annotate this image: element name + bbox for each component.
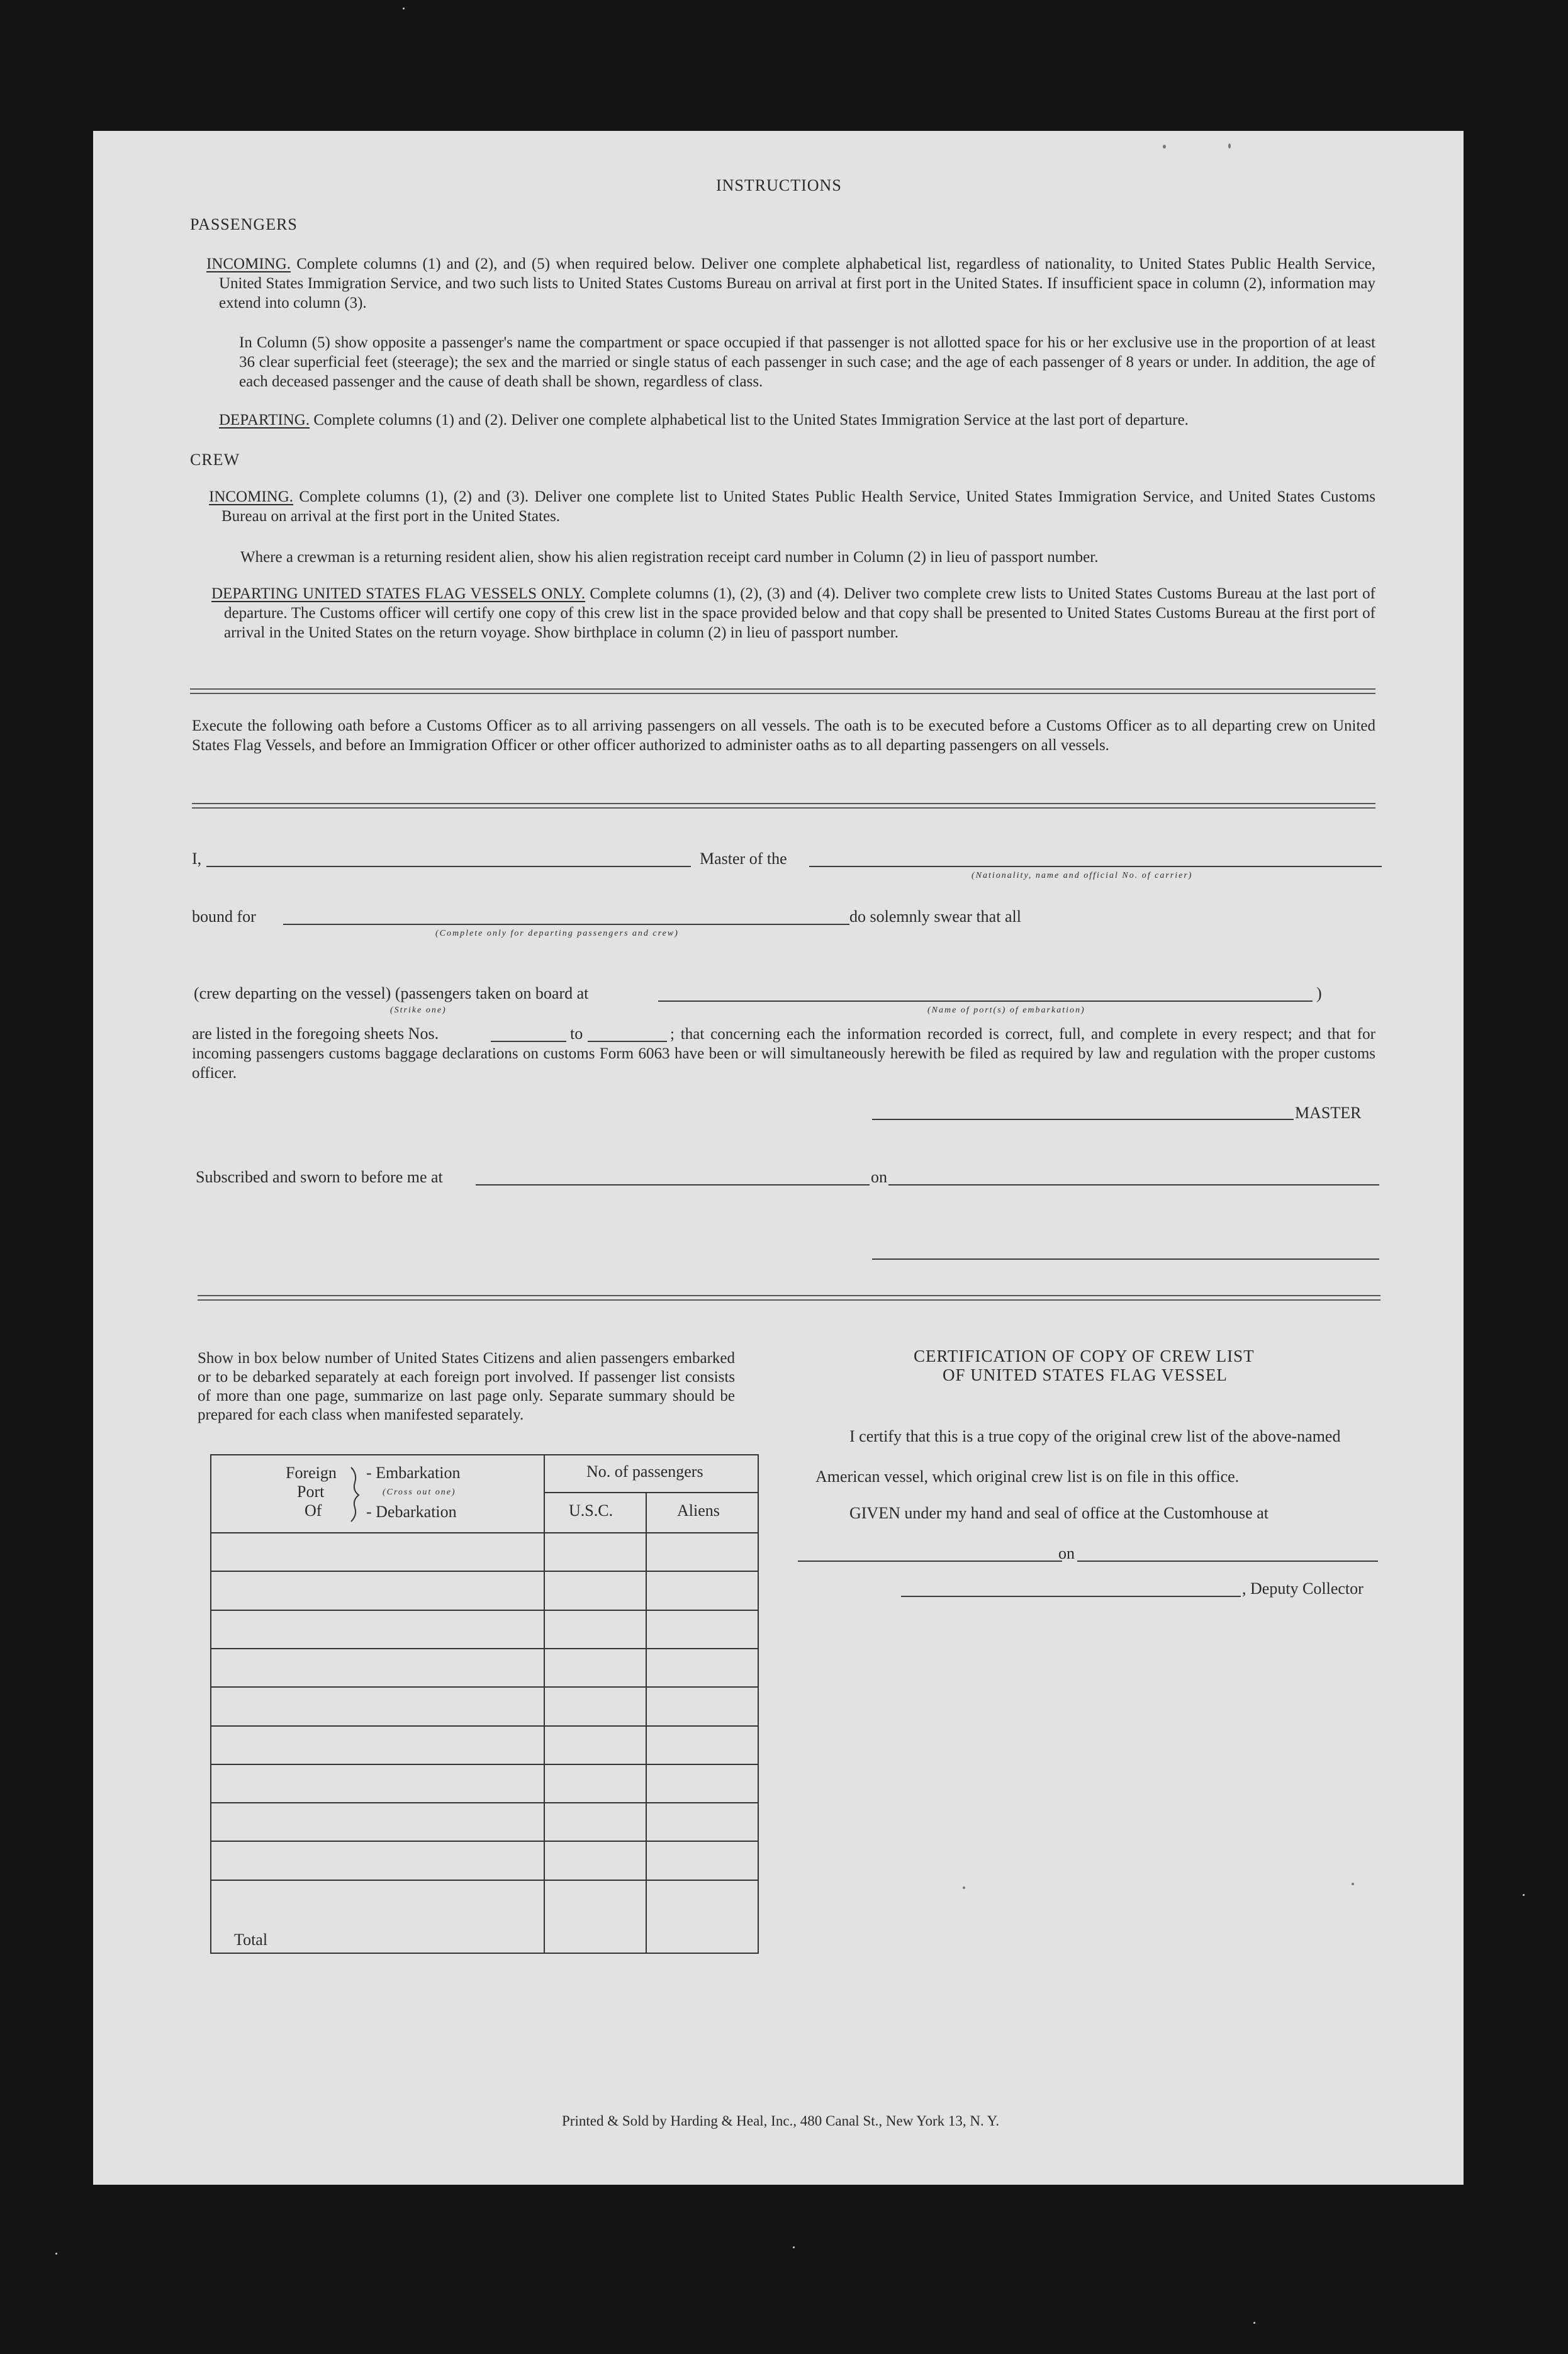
dust-speck: [403, 8, 405, 9]
crew-incoming-paragraph: [209, 487, 1376, 526]
sworn-place-field[interactable]: [476, 1184, 870, 1185]
port-cell[interactable]: [211, 1803, 544, 1839]
dust-speck: [55, 2253, 57, 2255]
aliens-count-cell[interactable]: [647, 1572, 756, 1608]
aliens-count-cell[interactable]: [647, 1533, 756, 1569]
bottom-divider: [198, 1295, 1380, 1301]
printer-credit: Printed & Sold by Harding & Heal, Inc., 480 Canal St., New York 13, N. Y.: [562, 2113, 1000, 2129]
section-divider: [190, 688, 1375, 694]
port-cell[interactable]: [211, 1842, 544, 1878]
total-label: Total: [234, 1931, 268, 1949]
port-cell[interactable]: [211, 1688, 544, 1723]
i-label: I,: [192, 849, 202, 868]
th-debarkation: - Debarkation: [366, 1503, 457, 1521]
bound-for-label: bound for: [192, 907, 256, 926]
port-cell[interactable]: [211, 1572, 544, 1608]
deputy-signature-field[interactable]: [901, 1596, 1241, 1597]
usc-count-cell[interactable]: [545, 1533, 646, 1569]
total-usc-count-cell[interactable]: [545, 1881, 646, 1917]
listed-prefix: are listed in the foregoing sheets Nos.: [192, 1024, 439, 1043]
carrier-field[interactable]: [809, 866, 1382, 867]
bound-for-field[interactable]: [283, 924, 849, 925]
brace-icon: [349, 1466, 364, 1523]
cert-certify-line1: I certify that this is a true copy of the original crew list of the above-named: [849, 1427, 1341, 1445]
to-label: to: [570, 1024, 583, 1043]
crew-incoming-text: Complete columns (1), (2) and (3). Deliver one complete list to United States Public Health Service, United States Immigration Service, and United States Customs Bureau on arrival at the first port in the United States.: [221, 488, 1376, 525]
master-name-field[interactable]: [206, 866, 691, 867]
aliens-count-cell[interactable]: [647, 1842, 756, 1878]
table-hline-sub: [544, 1492, 758, 1493]
cert-place-field[interactable]: [798, 1561, 1062, 1562]
dust-speck: [1523, 1894, 1525, 1896]
port-cell[interactable]: [211, 1727, 544, 1763]
listed-text: ; that concerning each the information recorded is correct, full, and complete in every respect; and that for incoming passengers customs baggage declarations on customs Form 6063 have been or will simultaneously herewith be filed as required by law and regulation with the proper customs officer.: [192, 1026, 1375, 1082]
passengers-heading: PASSENGERS: [190, 215, 298, 233]
usc-count-cell[interactable]: [545, 1611, 646, 1647]
crew-departing-label: DEPARTING UNITED STATES FLAG VESSELS ONLY.: [211, 585, 586, 602]
dust-speck: [1253, 2322, 1255, 2324]
scan-mark: [963, 1886, 965, 1889]
aliens-count-cell[interactable]: [647, 1649, 756, 1685]
master-of-the-label: Master of the: [700, 849, 787, 868]
passengers-departing-paragraph: [219, 410, 1375, 430]
usc-count-cell[interactable]: [545, 1765, 646, 1801]
th-usc: U.S.C.: [569, 1501, 613, 1520]
usc-count-cell[interactable]: [545, 1842, 646, 1878]
crew-departing-paragraph: [211, 584, 1375, 642]
scan-mark: [1163, 145, 1166, 149]
master-label: MASTER: [1295, 1104, 1362, 1122]
aliens-count-cell[interactable]: [647, 1765, 756, 1801]
th-no-of-passengers: No. of passengers: [586, 1462, 703, 1481]
master-signature-field[interactable]: [872, 1119, 1294, 1120]
th-aliens: Aliens: [677, 1501, 720, 1520]
scan-mark: [1228, 143, 1231, 149]
cert-certify-line2: American vessel, which original crew list is on file in this office.: [815, 1467, 1240, 1486]
usc-count-cell[interactable]: [545, 1649, 646, 1685]
officer-signature-field[interactable]: [872, 1258, 1379, 1260]
total-port-cell[interactable]: [211, 1881, 544, 1917]
passengers-incoming-label: INCOMING.: [206, 255, 291, 272]
passengers-incoming-text: Complete columns (1) and (2), and (5) when required below. Deliver one complete alphabetical list, regardless of nationality, to United States Public Health Service, United States Immigration Service, and two such lists to United States Customs Bureau on arrival at first port in the United States. If insufficient space in column (2), information may extend into column (3).: [219, 255, 1376, 311]
subscribed-label: Subscribed and sworn to before me at: [196, 1168, 443, 1186]
th-port: Port: [297, 1482, 325, 1501]
strike-one-caption: (Strike one): [390, 1006, 447, 1015]
passengers-incoming-paragraph: [206, 254, 1376, 313]
ports-caption: (Name of port(s) of embarkation): [927, 1006, 1085, 1015]
execute-oath-paragraph: Execute the following oath before a Customs Officer as to all arriving passengers on all vessels. The oath is to be executed before a Customs Officer as to all departing crew on United States Flag Vessels, and before an Immigration Officer or other officer authorized to administer oaths as to all departing passengers on all vessels.: [192, 717, 1375, 754]
usc-count-cell[interactable]: [545, 1572, 646, 1608]
port-cell[interactable]: [211, 1649, 544, 1685]
do-solemnly-label: do solemnly swear that all: [849, 907, 1021, 926]
summary-intro: Show in box below number of United States Citizens and alien passengers embarked or to be debarked separately at each foreign port involved. If passenger list consists of more than one page, summarize on last page only. Separate summary should be prepared for each class when manifested separately.: [198, 1350, 735, 1423]
close-paren: ): [1316, 984, 1322, 1002]
form-sheet: [93, 131, 1464, 2185]
passengers-column5-paragraph: In Column (5) show opposite a passenger's name the compartment or space occupied if that passenger is not allotted space for his or her exclusive use in the proportion of at least 36 clear superficial feet (steerage); the sex and the married or single status of each passenger in such case; and the age of each passenger of 8 years or under. In addition, the age of each deceased passenger and the cause of death shall be shown, regardless of class.: [239, 334, 1375, 390]
complete-only-caption: (Complete only for departing passengers and crew): [435, 929, 679, 938]
port-of-embarkation-field[interactable]: [658, 1000, 1313, 1002]
cert-on-label: on: [1058, 1544, 1075, 1562]
crew-incoming-label: INCOMING.: [209, 488, 294, 505]
th-cross-out: (Cross out one): [383, 1488, 456, 1497]
cert-given-text: GIVEN under my hand and seal of office at the Customhouse at: [849, 1504, 1268, 1522]
aliens-count-cell[interactable]: [647, 1803, 756, 1839]
aliens-count-cell[interactable]: [647, 1727, 756, 1763]
crew-departing-text: Complete columns (1), (2), (3) and (4). Deliver two complete crew lists to United States Customs Bureau at the last port of departure. The Customs officer will certify one copy of this crew list in the space provided below and that copy shall be presented to United States Customs Bureau at the first port of arrival in the United States on the return voyage. Show birthplace in column (2) in lieu of passport number.: [224, 585, 1375, 641]
usc-count-cell[interactable]: [545, 1803, 646, 1839]
sworn-on-label: on: [871, 1168, 887, 1186]
total-aliens-count-cell[interactable]: [647, 1881, 756, 1917]
port-cell[interactable]: [211, 1611, 544, 1647]
port-cell[interactable]: [211, 1533, 544, 1569]
cert-title-line2: OF UNITED STATES FLAG VESSEL: [943, 1365, 1228, 1384]
aliens-count-cell[interactable]: [647, 1611, 756, 1647]
scan-mark: [1352, 1883, 1354, 1885]
th-of: Of: [305, 1501, 322, 1520]
dust-speck: [793, 2246, 795, 2248]
port-cell[interactable]: [211, 1765, 544, 1801]
oath-divider: [192, 803, 1375, 809]
strike-text: (crew departing on the vessel) (passengers taken on board at: [194, 984, 589, 1002]
cert-title-line1: CERTIFICATION OF COPY OF CREW LIST: [914, 1347, 1255, 1365]
th-foreign: Foreign: [286, 1464, 337, 1482]
cert-date-field[interactable]: [1077, 1561, 1378, 1562]
passengers-departing-label: DEPARTING.: [219, 412, 310, 429]
nationality-caption: (Nationality, name and official No. of carrier): [972, 871, 1193, 880]
crew-heading: CREW: [190, 451, 240, 469]
usc-count-cell[interactable]: [545, 1688, 646, 1723]
aliens-count-cell[interactable]: [647, 1688, 756, 1723]
passengers-departing-text: Complete columns (1) and (2). Deliver one complete alphabetical list to the United States Immigration Service at the last port of departure.: [313, 412, 1189, 429]
deputy-label: , Deputy Collector: [1242, 1579, 1364, 1598]
usc-count-cell[interactable]: [545, 1727, 646, 1763]
sworn-date-field[interactable]: [888, 1184, 1379, 1185]
crew-alien-paragraph: Where a crewman is a returning resident alien, show his alien registration receipt card number in Column (2) in lieu of passport number.: [240, 549, 1099, 566]
instructions-title: INSTRUCTIONS: [716, 176, 842, 194]
th-embarkation: - Embarkation: [366, 1464, 461, 1482]
